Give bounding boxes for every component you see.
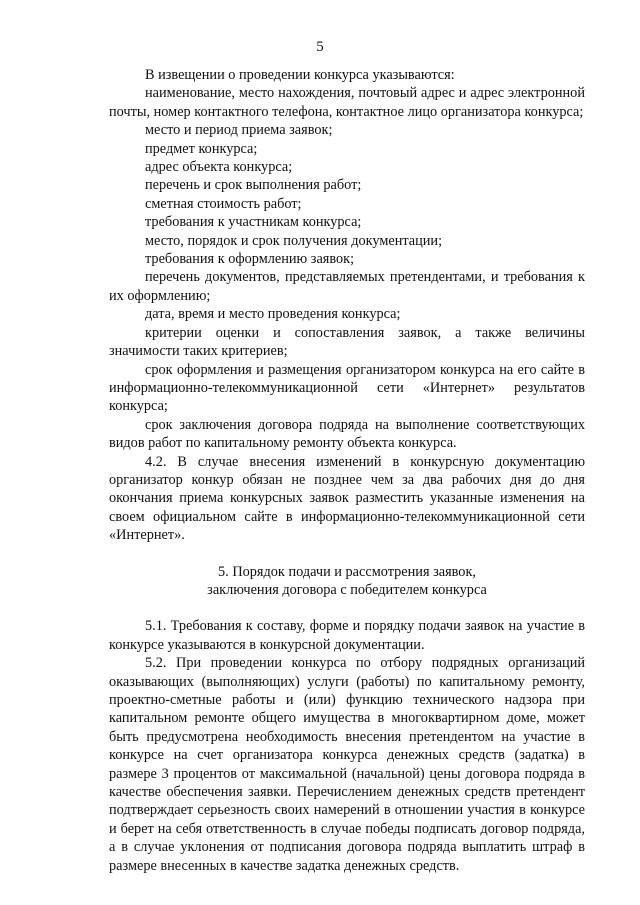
paragraph: 4.2. В случае внесения изменений в конкурсную документацию организатор конкур обязан не позднее чем за два рабочих дня до дня окончания приема конкурсных заявок разместить указанные изменения на своем официальном сайте в информационно-телекоммуникационной сети «Интернет». — [109, 453, 585, 544]
paragraph: срок заключения договора подряда на выполнение соответствующих видов работ по капитальному ремонту объекта конкурса. — [109, 416, 585, 452]
page-number: 5 — [316, 39, 324, 55]
paragraph: сметная стоимость работ; — [145, 195, 302, 212]
paragraph: перечень документов, представляемых претендентами, и требования к их оформлению; — [109, 269, 585, 304]
paragraph: требования к участникам конкурса; — [145, 214, 362, 231]
paragraph: перечень и срок выполнения работ; — [145, 177, 362, 194]
section-heading-line: 5. Порядок подачи и рассмотрения заявок, — [218, 563, 476, 580]
paragraph: В извещении о проведении конкурса указываются: — [145, 67, 455, 83]
paragraph: срок оформления и размещения организатором конкурса на его сайте в информационно-телекоммуникационной сети «Интернет» результатов конкурса; — [109, 361, 585, 415]
paragraph: 5.1. Требования к составу, форме и порядку подачи заявок на участие в конкурсе указываются в конкурсной документации. — [109, 618, 585, 653]
paragraph: место и период приема заявок; — [145, 122, 333, 139]
paragraph: предмет конкурса; — [145, 140, 258, 157]
document-body — [109, 66, 585, 875]
paragraph: требования к оформлению заявок; — [145, 251, 355, 268]
paragraph: наименование, место нахождения, почтовый адрес и адрес электронной почты, номер контактного телефона, контактное лицо организатора конкурса; — [109, 85, 585, 120]
paragraph: адрес объекта конкурса; — [145, 159, 293, 176]
paragraph: дата, время и место проведения конкурса; — [145, 306, 401, 323]
paragraph: место, порядок и срок получения документации; — [145, 232, 443, 249]
paragraph: 5.2. При проведении конкурса по отбору подрядных организаций оказывающих (выполняющих) услуги (работы) по капитальному ремонту, проектно-сметные работы и (или) функцию технического надзора при капитальном ремонте общего имущества в многоквартирном доме, может быть предусмотрена необходимость внесения претендентом на участие в конкурсе на счет организатора конкурса денежных средств (задатка) в размере 3 процентов от максимальной (начальной) цены договора подряда в качестве обеспечения заявки. Перечислением денежных средств претендент подтверждает серьезность своих намерений в отношении участия в конкурсе и берет на себя ответственность в случае победы подписать договор подряда, а в случае уклонения от подписания договора подряда выплатить штраф в размере внесенных в качестве задатка денежных средств. — [109, 655, 585, 874]
spacer — [109, 599, 585, 617]
section-heading-line: заключения договора с победителем конкурса — [207, 581, 487, 598]
paragraph: критерии оценки и сопоставления заявок, а также величины значимости таких критериев; — [109, 324, 585, 360]
spacer — [109, 545, 585, 563]
